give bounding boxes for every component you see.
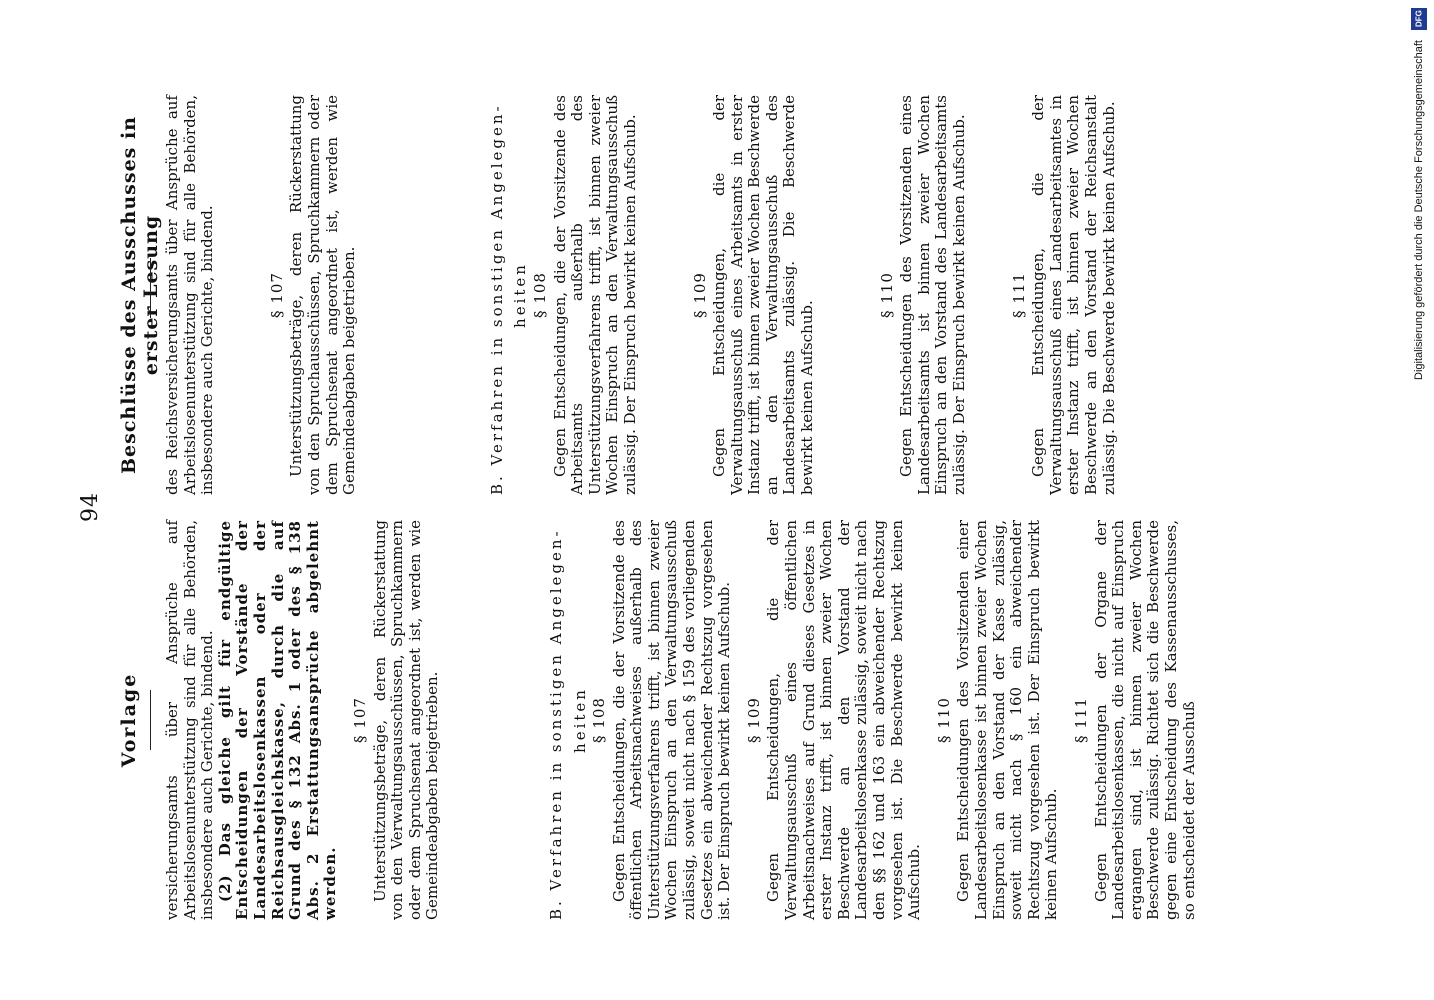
left-para-108: Gegen Entscheidungen, die der Vorsitzende des öffentlichen Arbeitsnachweises außerhalb des Unterstützungsverfahrens trifft, ist binnen zweier Wochen Einspruch an den Verwaltungsausschuß zulässig, soweit nicht nach § 159 des vorliegenden Gesetzes ein abweichender Rechtszug vorgesehen ist. Der Einspruch bewirkt keinen Aufschub.: [609, 520, 734, 920]
left-section-110: § 110: [934, 697, 953, 743]
right-section-110: § 110: [877, 272, 896, 318]
left-section-107: § 107: [350, 697, 369, 743]
left-section-111: § 111: [1071, 697, 1090, 743]
left-section-108: § 108: [590, 697, 609, 743]
left-subsection-title-cont: heiten: [570, 687, 589, 753]
left-heading-rule: [150, 690, 151, 750]
left-column-text: [164, 520, 1198, 920]
right-column-heading: Beschlüsse des Ausschusses in erster Lesung: [118, 116, 162, 475]
right-spacer-1: [217, 95, 257, 495]
right-spacer-4: [817, 95, 867, 495]
left-subsection-title: B. Verfahren in sonstigen Angelegen-: [546, 528, 565, 920]
right-para-107: Unterstützungsbeträge, deren Rückerstattung von den Spruchausschüssen, Spruchkammern oder dem Spruchsenat angeordnet ist, werden wie Gemeindeabgaben beigetrieben.: [287, 95, 359, 495]
right-para-109: Gegen Entscheidungen, die der Verwaltungsausschuß eines Arbeitsamts in erster Instanz trifft, ist binnen zweier Wochen Beschwerde an den Verwaltungsausschuß des Landesarbeitsamts zulässig. Die Beschwerde bewirkt keinen Aufschub.: [710, 95, 817, 495]
right-heading-rule: [150, 258, 151, 318]
right-section-109: § 109: [690, 272, 709, 318]
left-section-109: § 109: [744, 697, 763, 743]
right-spacer-2: [359, 95, 479, 495]
left-column-heading: Vorlage: [118, 672, 140, 768]
page-number: 94: [78, 492, 103, 522]
dfg-logo: DFG: [1411, 8, 1427, 30]
left-para-1: versicherungsamts über Ansprüche auf Arbeitslosenunterstützung sind für alle Behörden, insbesondere auch Gerichte, bindend.: [163, 520, 217, 920]
left-spacer: [442, 520, 538, 920]
right-spacer-5: [969, 95, 999, 495]
left-para-109: Gegen Entscheidungen, die der Verwaltungsausschuß eines öffentlichen Arbeitsnachweises auf Grund dieses Gesetzes in erster Instanz trifft, ist binnen zweier Wochen Beschwerde an den Vorstand der Landesarbeitslosenkasse zulässig, soweit nicht nach den §§ 162 und 163 ein abweichender Rechtszug vorgesehen ist. Die Beschwerde bewirkt keinen Aufschub.: [764, 520, 924, 920]
digitization-notice: [1408, 0, 1430, 1000]
right-section-111: § 111: [1009, 272, 1028, 318]
right-column-text: [164, 95, 1118, 495]
left-para-111: Gegen Entscheidungen der Organe der Landesarbeitslosenkassen, die nicht auf Einspruch ergangen sind, ist binnen zweier Wochen Beschwerde zulässig. Richtet sich die Beschwerde gegen eine Entscheidung des Kassenausschusses, so entscheidet der Ausschuß: [1091, 520, 1198, 920]
left-para-110: Gegen Entscheidungen des Vorsitzenden einer Landesarbeitslosenkasse ist binnen zweier Wochen Einspruch an den Vorstand der Kasse zulässig, soweit nicht nach § 160 ein abweichender Rechtszug vorgesehen ist. Der Einspruch bewirkt keinen Aufschub.: [954, 520, 1061, 920]
right-subsection-title: B. Verfahren in sonstigen Angelegen-: [487, 103, 506, 495]
left-para-2: (2) Das gleiche gilt für endgültige Entscheidungen der Vorstände der Landesarbeitslosenkassen oder der Reichsausgleichskasse, durch die auf Grund des § 132 Abs. 1 oder des § 138 Abs. 2 Erstattungsansprüche abgelehnt werden.: [215, 520, 340, 920]
right-subsection-title-cont: heiten: [511, 262, 530, 328]
right-para-110: Gegen Entscheidungen des Vorsitzenden eines Landesarbeitsamts ist binnen zweier Wochen Einspruch an den Vorstand des Landesarbeitsamts zulässig. Der Einspruch bewirkt keinen Aufschub.: [897, 95, 969, 495]
left-para-107: Unterstützungsbeträge, deren Rückerstattung von den Verwaltungsausschüssen, Spruchkammern oder dem Spruchsenat angeordnet ist, werden wie Gemeindeabgaben beigetrieben.: [370, 520, 442, 920]
right-para-1: des Reichsversicherungsamts über Ansprüche auf Arbeitslosenunterstützung sind für alle Behörden, insbesondere auch Gerichte, bindend.: [163, 95, 217, 495]
right-section-107: § 107: [267, 272, 286, 318]
digitization-note: Digitalisierung gefördert durch die Deutsche Forschungsgemeinschaft: [1413, 40, 1425, 380]
right-para-111: Gegen Entscheidungen, die der Verwaltungsausschuß eines Landesarbeitsamtes in erster Instanz trifft, ist binnen zweier Wochen Beschwerde an den Vorstand der Reichsanstalt zulässig. Die Beschwerde bewirkt keinen Aufschub.: [1029, 95, 1118, 495]
right-spacer-3: [640, 95, 680, 495]
right-para-108: Gegen Entscheidungen, die der Vorsitzende des Arbeitsamts außerhalb des Unterstützungsverfahrens trifft, ist binnen zweier Wochen Einspruch an den Verwaltungsausschuß zulässig. Der Einspruch bewirkt keinen Aufschub.: [550, 95, 639, 495]
right-section-108: § 108: [530, 272, 549, 318]
